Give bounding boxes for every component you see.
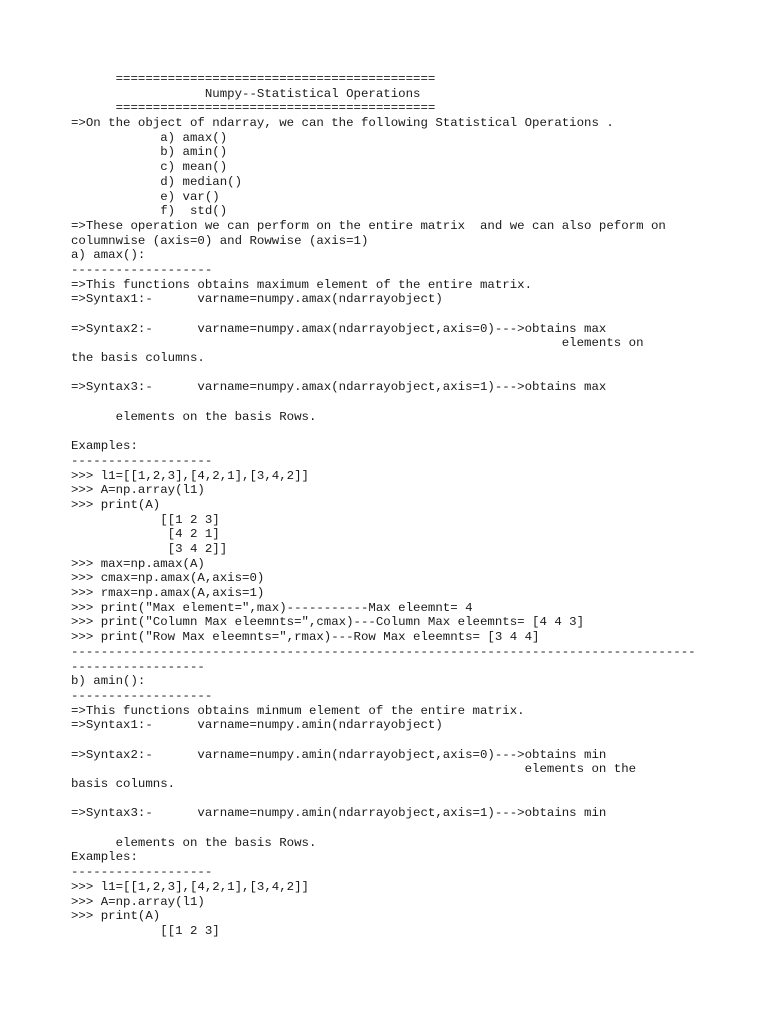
code-line: >>> print("Column Max eleemnts=",cmax)---Column Max eleemnts= [4 4 3] <box>71 615 585 630</box>
amin-syntax2-cont: basis columns. <box>71 777 176 791</box>
blank-line <box>71 792 761 807</box>
amax-description: =>This functions obtains maximum element of the entire matrix. <box>71 277 533 292</box>
code-line: >>> print(A) <box>71 909 161 924</box>
amax-syntax3-cont: elements on the basis Rows. <box>71 409 317 424</box>
blank-line <box>71 821 761 836</box>
examples-heading: Examples: <box>71 850 138 865</box>
document-page <box>71 72 761 939</box>
amax-syntax2-cont: elements on <box>71 336 644 351</box>
code-line: >>> cmax=np.amax(A,axis=0) <box>71 571 265 586</box>
section-heading-amax: a) amax(): <box>71 248 146 263</box>
operation-list-item: a) amax() <box>71 130 228 145</box>
operation-list-item: f) std() <box>71 204 228 219</box>
axis-note-text: columnwise (axis=0) and Rowwise (axis=1) <box>71 233 369 248</box>
blank-line <box>71 395 761 410</box>
examples-heading: Examples: <box>71 439 138 454</box>
header-rule-top: =========================================== <box>71 72 436 86</box>
amax-syntax2: =>Syntax2:- varname=numpy.amax(ndarrayobject,axis=0)--->obtains max <box>71 321 607 336</box>
code-line: >>> A=np.array(l1) <box>71 894 205 909</box>
amax-syntax1: =>Syntax1:- varname=numpy.amax(ndarrayobject) <box>71 292 443 307</box>
amin-description: =>This functions obtains minmum element of the entire matrix. <box>71 703 525 718</box>
section-divider: ------------------ <box>71 659 205 674</box>
section-divider: ------------------------------------------------------------------------------------ <box>71 644 696 659</box>
amin-syntax3-cont: elements on the basis Rows. <box>71 835 317 850</box>
operation-list-item: e) var() <box>71 189 220 204</box>
blank-line <box>71 307 761 322</box>
code-line: >>> print("Max element=",max)-----------Max eleemnt= 4 <box>71 600 473 615</box>
operation-list-item: d) median() <box>71 174 243 189</box>
amax-syntax2-cont: the basis columns. <box>71 351 205 366</box>
code-line: >>> l1=[[1,2,3],[4,2,1],[3,4,2]] <box>71 879 309 894</box>
code-line: >>> A=np.array(l1) <box>71 483 205 498</box>
code-output-line: [4 2 1] <box>71 527 220 542</box>
amin-syntax2-cont: elements on the <box>71 762 637 777</box>
blank-line <box>71 366 761 381</box>
amin-syntax2: =>Syntax2:- varname=numpy.amin(ndarrayobject,axis=0)--->obtains min <box>71 747 607 762</box>
code-output-line: [[1 2 3] <box>71 512 220 527</box>
code-line: >>> print(A) <box>71 497 161 512</box>
axis-note-text: =>These operation we can perform on the entire matrix and we can also peform on <box>71 218 666 233</box>
operation-list-item: b) amin() <box>71 145 228 160</box>
code-output-line: [[1 2 3] <box>71 923 220 938</box>
code-output-line: [3 4 2]] <box>71 542 228 556</box>
amin-syntax3: =>Syntax3:- varname=numpy.amin(ndarrayobject,axis=1)--->obtains min <box>71 806 607 821</box>
section-underline: ------------------- <box>71 865 213 880</box>
code-line: >>> print("Row Max eleemnts=",rmax)---Row Max eleemnts= [3 4 4] <box>71 630 540 645</box>
section-heading-amin: b) amin(): <box>71 674 146 689</box>
code-line: >>> max=np.amax(A) <box>71 556 205 571</box>
code-line: >>> l1=[[1,2,3],[4,2,1],[3,4,2]] <box>71 468 309 483</box>
section-underline: ------------------- <box>71 262 213 277</box>
intro-text: =>On the object of ndarray, we can the following Statistical Operations . <box>71 116 614 131</box>
amin-syntax1: =>Syntax1:- varname=numpy.amin(ndarrayobject) <box>71 718 443 733</box>
operation-list-item: c) mean() <box>71 160 228 175</box>
section-underline: ------------------- <box>71 453 213 468</box>
header-rule-bottom: =========================================== <box>71 101 436 116</box>
blank-line <box>71 733 761 748</box>
page-title: Numpy--Statistical Operations <box>71 86 421 101</box>
section-underline: ------------------- <box>71 688 213 703</box>
code-line: >>> rmax=np.amax(A,axis=1) <box>71 586 265 601</box>
blank-line <box>71 425 761 440</box>
amax-syntax3: =>Syntax3:- varname=numpy.amax(ndarrayobject,axis=1)--->obtains max <box>71 380 607 395</box>
